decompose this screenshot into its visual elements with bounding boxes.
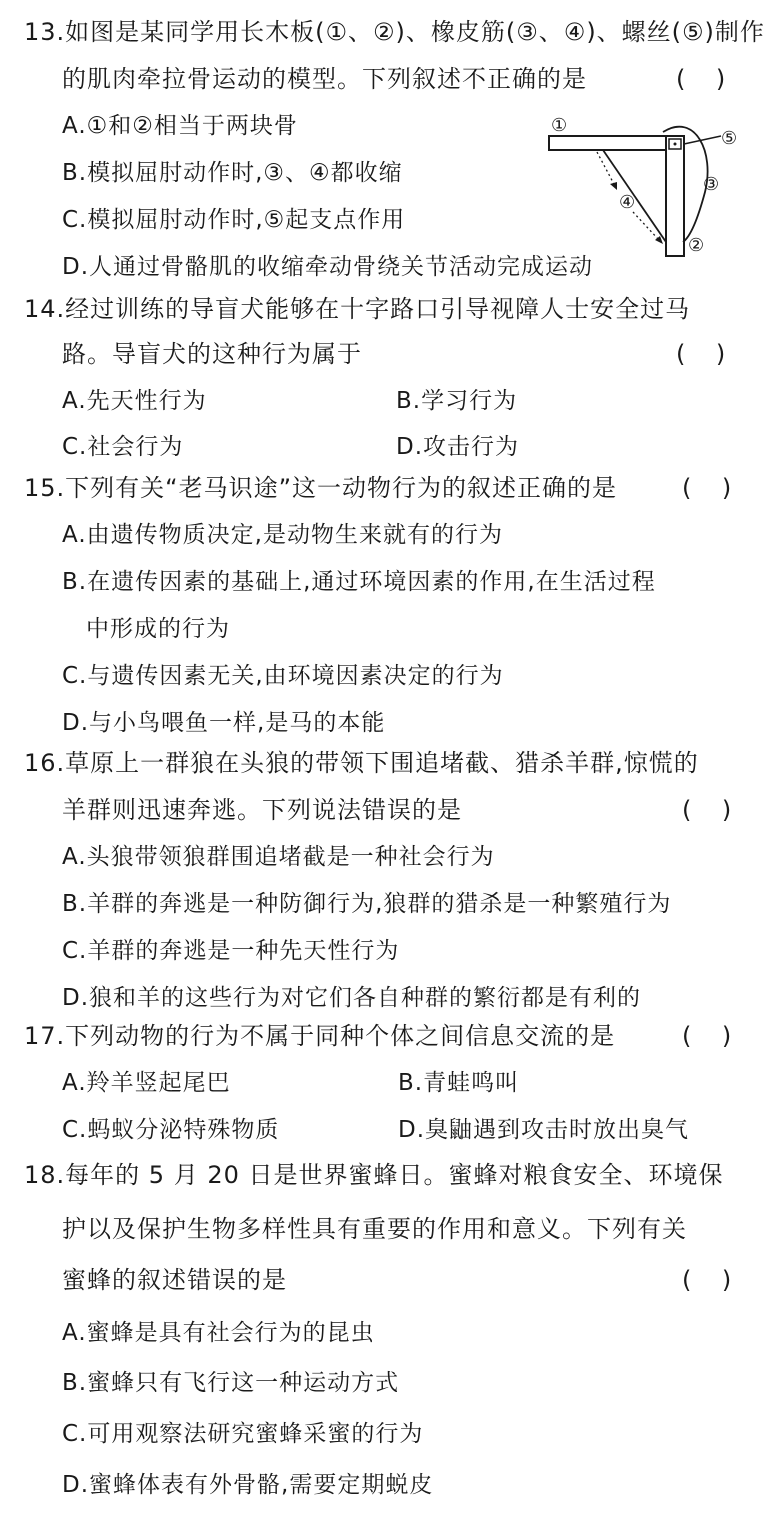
q14-stem-line1: 14.经过训练的导盲犬能够在十字路口引导视障人士安全过马 <box>24 295 691 323</box>
q15-answer-paren: ( ) <box>682 474 732 502</box>
q13-option-a: A.①和②相当于两块骨 <box>62 113 298 139</box>
q17-option-d: D.臭鼬遇到攻击时放出臭气 <box>398 1117 690 1143</box>
q16-option-a: A.头狼带领狼群围追堵截是一种社会行为 <box>62 844 495 870</box>
diagram-label-3: ③ <box>703 174 720 195</box>
q16-option-d: D.狼和羊的这些行为对它们各自种群的繁衍都是有利的 <box>62 985 642 1011</box>
q15-option-d: D.与小鸟喂鱼一样,是马的本能 <box>62 710 386 736</box>
q15-option-a: A.由遗传物质决定,是动物生来就有的行为 <box>62 522 503 548</box>
board-2 <box>666 136 684 256</box>
q18-stem-line2: 护以及保护生物多样性具有重要的作用和意义。下列有关 <box>62 1215 687 1243</box>
q14-option-c: C.社会行为 <box>62 434 184 460</box>
q17-option-a: A.羚羊竖起尾巴 <box>62 1070 231 1096</box>
muscle-bone-model-diagram <box>545 112 755 262</box>
q18-stem-line1: 18.每年的 5 月 20 日是世界蜜蜂日。蜜蜂对粮食安全、环境保 <box>24 1161 724 1189</box>
q14-answer-paren: ( ) <box>676 340 726 368</box>
q18-option-c: C.可用观察法研究蜜蜂采蜜的行为 <box>62 1421 424 1447</box>
q18-option-d: D.蜜蜂体表有外骨骼,需要定期蜕皮 <box>62 1472 434 1498</box>
q18-option-a: A.蜜蜂是具有社会行为的昆虫 <box>62 1320 375 1346</box>
diagram-label-4: ④ <box>619 192 636 213</box>
q18-option-b: B.蜜蜂只有飞行这一种运动方式 <box>62 1370 400 1396</box>
q17-answer-paren: ( ) <box>682 1022 732 1050</box>
q16-option-c: C.羊群的奔逃是一种先天性行为 <box>62 938 400 964</box>
q14-option-d: D.攻击行为 <box>396 434 520 460</box>
q17-option-c: C.蚂蚁分泌特殊物质 <box>62 1117 280 1143</box>
q15-option-b-line1: B.在遗传因素的基础上,通过环境因素的作用,在生活过程 <box>62 569 656 595</box>
q16-stem-line2: 羊群则迅速奔逃。下列说法错误的是 <box>62 796 462 824</box>
q16-stem-line1: 16.草原上一群狼在头狼的带领下围追堵截、猎杀羊群,惊慌的 <box>24 749 699 777</box>
q14-option-a: A.先天性行为 <box>62 388 207 414</box>
q17-stem-line1: 17.下列动物的行为不属于同种个体之间信息交流的是 <box>24 1022 616 1050</box>
q18-answer-paren: ( ) <box>682 1266 732 1294</box>
q15-option-c: C.与遗传因素无关,由环境因素决定的行为 <box>62 663 504 689</box>
q17-option-b: B.青蛙鸣叫 <box>398 1070 520 1096</box>
q16-option-b: B.羊群的奔逃是一种防御行为,狼群的猎杀是一种繁殖行为 <box>62 891 672 917</box>
q13-option-d: D.人通过骨骼肌的收缩牵动骨绕关节活动完成运动 <box>62 254 594 280</box>
diagram-label-2: ② <box>688 235 705 256</box>
q16-answer-paren: ( ) <box>682 796 732 824</box>
diagram-label-1: ① <box>551 115 568 136</box>
q18-stem-line3: 蜜蜂的叙述错误的是 <box>62 1266 287 1294</box>
q15-option-b-line2: 中形成的行为 <box>86 616 230 642</box>
q13-option-b: B.模拟屈肘动作时,③、④都收缩 <box>62 160 403 186</box>
q13-stem-line1: 13.如图是某同学用长木板(①、②)、橡皮筋(③、④)、螺丝(⑤)制作 <box>24 18 765 46</box>
q14-option-b: B.学习行为 <box>396 388 518 414</box>
q14-stem-line2: 路。导盲犬的这种行为属于 <box>62 340 362 368</box>
q13-answer-paren: ( ) <box>676 65 726 93</box>
q13-stem-line2: 的肌肉牵拉骨运动的模型。下列叙述不正确的是 <box>62 65 587 93</box>
q15-stem-line1: 15.下列有关“老马识途”这一动物行为的叙述正确的是 <box>24 474 618 502</box>
diagram-label-5: ⑤ <box>721 128 738 149</box>
q13-option-c: C.模拟屈肘动作时,⑤起支点作用 <box>62 207 406 233</box>
board-1 <box>549 136 684 150</box>
